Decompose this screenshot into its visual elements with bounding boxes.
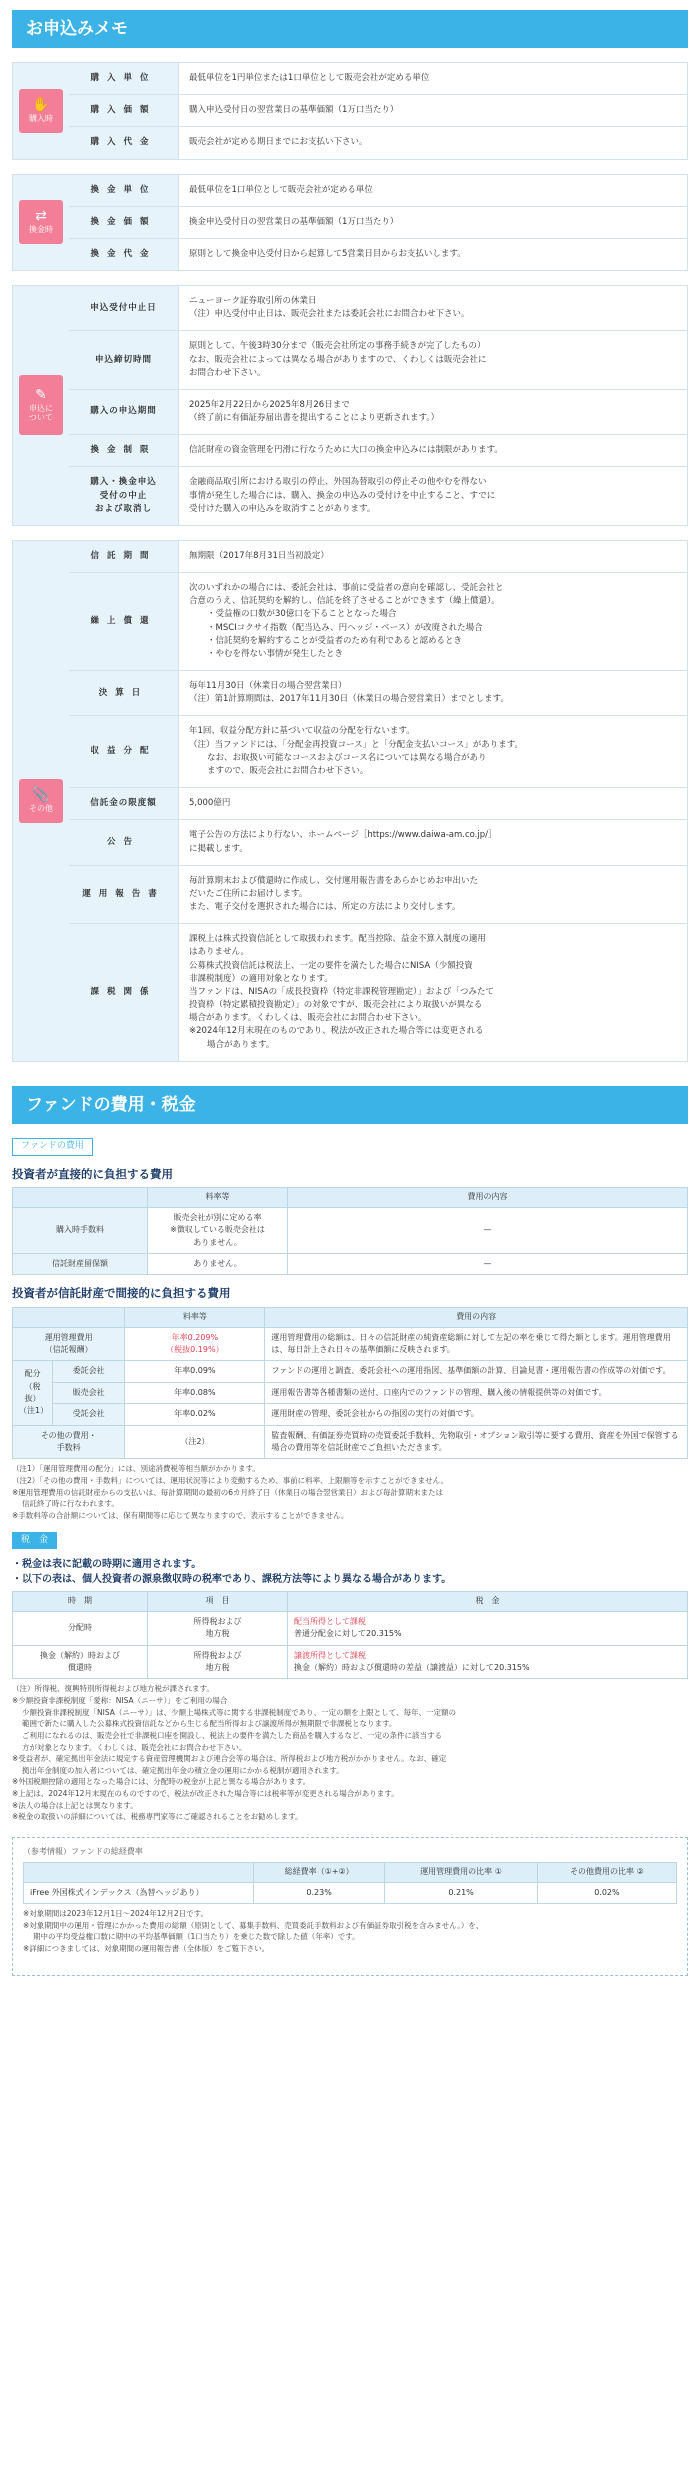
memo-value-line: ・MSCIコクサイ指数（配当込み、円ヘッジ・ベース）が改廃された場合 (207, 622, 483, 633)
table-row: 販売会社 年率0.08% 運用報告書等各種書類の送付、口座内でのファンドの管理、購入後の情報提供等の対価です。 (13, 1382, 688, 1403)
note-line: 範囲で新たに購入した公募株式投資信託などから生じる配当所得および譲渡所得が無期限で非課税となります。 (22, 1719, 397, 1729)
memo-label (69, 467, 179, 525)
table-row: 分配時 所得税および 地方税 配当所得として課税 普通分配金に対して20.315% (13, 1611, 688, 1645)
memo-label: 購入代金 (69, 127, 179, 158)
memo-label: 購入価額 (69, 95, 179, 126)
table-row: 受託会社 年率0.02% 運用財産の管理、委託会社からの指図の実行の対価です。 (13, 1404, 688, 1425)
memo-value-line: （注）申込受付中止日は、販売会社または委託会社にお問合わせ下さい。 (189, 309, 470, 320)
memo-value: 原則として換金申込受付日から起算して5営業日目からお支払いします。 (179, 239, 687, 270)
memo-value-line: 毎年11月30日（休業日の場合翌営業日） (189, 681, 347, 692)
note-line: ※法人の場合は上記とは異なります。 (12, 1800, 138, 1810)
memo-label: 申込締切時間 (69, 331, 179, 389)
memo-label-line: 受付の中止 (99, 490, 148, 501)
memo-row (69, 127, 687, 158)
memo-value-line: ・信託契約を解約することが受益者のため有利であると認めるとき (207, 635, 463, 646)
memo-row (69, 716, 687, 788)
table-row: 購入時手数料 販売会社が別に定める率 ※徴収している販売会社は ありません。 — (13, 1207, 688, 1253)
memo-value (179, 390, 687, 434)
memo-row (69, 239, 687, 270)
memo-value (179, 671, 687, 715)
note-line: 期中の平均受益権口数に期中の平均基準価額（1口当たり）を乗じた数で除した値（年率）です。 (33, 1932, 360, 1942)
memo-value (179, 573, 687, 670)
memo-label: 繰上償還 (69, 573, 179, 670)
memo-value (179, 435, 687, 466)
memo-value-line: 金融商品取引所における取引の停止、外国為替取引の停止その他やむを得ない (189, 477, 487, 488)
memo-value-line: 無期限（2017年8月31日当初設定） (189, 550, 329, 561)
memo-value (179, 924, 687, 1061)
note-line: ※税金の取扱いの詳細については、税務専門家等にご確認されることをお勧めします。 (12, 1812, 303, 1822)
purchase-group (12, 62, 688, 160)
redeem-badge: ⇄ 換金時 (19, 200, 63, 244)
memo-value-line: ・受益権の口数が30億口を下ることとなった場合 (207, 609, 397, 620)
note-line: 拠出年金制度の加入者については、確定拠出年金の積立金の運用にかかる税制が適用されます。 (22, 1765, 344, 1775)
application-group (12, 285, 688, 526)
note-line: （注1）「運用管理費用の配分」には、別途消費税等相当額がかかります。 (12, 1464, 260, 1474)
note-line: 少額投資非課税制度「NISA（ニーサ）」は、少額上場株式等に関する非課税制度であり、一定の額を上限として、毎年、一定額の (22, 1707, 456, 1717)
memo-label: 換金単位 (69, 175, 179, 206)
memo-value-line: 2025年2月22日から2025年8月26日まで (189, 399, 350, 410)
memo-value (179, 286, 687, 330)
memo-value: 最低単位を1円単位または1口単位として販売会社が定める単位 (179, 63, 687, 94)
memo-value (179, 716, 687, 787)
tax-table: 時 期 項 目 税 金 分配時 所得税および 地方税 配当所得として課税 普通分配金に対して20.315% 換金（解約）時および 償還時 所得税および 地方税 譲渡所得として課税 換金（解約）時および償還時の差益（譲渡益）に対して20.315% (12, 1591, 688, 1679)
memo-row (69, 390, 687, 435)
memo-label: 申込受付中止日 (69, 286, 179, 330)
memo-row (69, 671, 687, 716)
memo-label: 換金制限 (69, 435, 179, 466)
note-line: ※詳細につきましては、対象期間の運用報告書（全体版）をご覧下さい。 (23, 1943, 270, 1953)
memo-value-line: 当ファンドは、NISAの「成長投資枠（特定非課税管理勘定）」および「つみたて (189, 986, 494, 997)
memo-value-line: だいたご住所にお届けします。 (189, 888, 308, 899)
fee-notes (12, 1463, 688, 1521)
memo-value (179, 866, 687, 924)
memo-value-line: なお、お取扱い可能なコースおよびコース名については異なる場合があり (207, 752, 487, 763)
memo-value-line: 非課税制度）の適用対象となります。 (189, 973, 333, 984)
table-row: 配分 （税抜） （注1） 委託会社 年率0.09% ファンドの運用と調査、委託会社への運用指図、基準価額の計算、目論見書・運用報告書の作成等の対価です。 (13, 1361, 688, 1382)
memo-label: 購入の申込期間 (69, 390, 179, 434)
application-badge: ✎ 申込に ついて (19, 375, 63, 435)
memo-row (69, 331, 687, 390)
note-line: ※手数料等の合計額については、保有期間等に応じて異なりますので、表示することができません。 (12, 1510, 349, 1520)
memo-value-line: 受付けた購入の申込みを取消すことがあります。 (189, 503, 376, 514)
memo-label: 信託期間 (69, 541, 179, 572)
memo-value: 購入申込受付日の翌営業日の基準価額（1万口当たり） (179, 95, 687, 126)
note-line: ※受益者が、確定拠出年金法に規定する資産管理機関および連合会等の場合は、所得税および地方税がかかりません。なお、確定 (12, 1754, 447, 1764)
memo-value-line: 電子公告の方法により行ない、ホームページ［https://www.daiwa-am.co.jp/］ (189, 830, 497, 841)
table-row: 運用管理費用 （信託報酬） 年率0.209% （税抜0.19%） 運用管理費用の総額は、日々の信託財産の純資産総額に対して左記の率を乗じて得た額とします。運用管理費用は、毎日計上され日々の基準価額に反映されます。 (13, 1327, 688, 1361)
purchase-badge: ✋ 購入時 (19, 89, 63, 133)
memo-row (69, 286, 687, 331)
memo-label: 決算日 (69, 671, 179, 715)
memo-label: 運用報告書 (69, 866, 179, 924)
memo-value-line: また、電子交付を選択された場合には、所定の方法により交付します。 (189, 902, 461, 913)
memo-value-line: 信託財産の資金管理を円滑に行なうために大口の換金申込みには制限があります。 (189, 445, 503, 456)
memo-value-line: ※2024年12月末現在のものであり、税法が改正された場合等には変更される (189, 1026, 484, 1037)
memo-value-line: （注）当ファンドには、「分配金再投資コース」と「分配金支払いコース」があります。 (189, 739, 524, 750)
memo-row (69, 573, 687, 671)
memo-value (179, 541, 687, 572)
memo-value (179, 331, 687, 389)
memo-value-line: 原則として、午後3時30分まで（販売会社所定の事務手続きが完了したもの） (189, 341, 486, 352)
memo-value (179, 788, 687, 819)
memo-row (69, 866, 687, 925)
other-badge: 📎 その他 (19, 779, 63, 823)
memo-label: 信託金の限度額 (69, 788, 179, 819)
memo-row (69, 175, 687, 207)
indirect-fee-table: 料率等 費用の内容 運用管理費用 （信託報酬） 年率0.209% （税抜0.19%） 運用管理費用の総額は、日々の信託財産の純資産総額に対して左記の率を乗じて得た額とします。運用管理費用は、毎日計上され日々の基準価額に反映されます。 配分 （税抜） （注1） 委託会社 年率0.09% ファンドの運用と調査、委託会社への運用指図、基準価額の計算、目論見書・運用報告書の作成等の対価です。 販売会社 年率0.08% 運用報告書等各種書類の送付、口座内でのファンドの管理、購入後の情報提供等の対価です。 受託会社 年率0.02% 運用財産の管理、委託会社からの指図の実行の対価です。 その他の費用・ 手数料 （注2） 監査報酬、有価証券売買時の売買委託手数料、先物取引・オプション取引等に要する費用、資産を外国で保管する場合の費用等を信託財産でご負担いただきます。 (12, 1307, 688, 1459)
table-row: iFree 外国株式インデックス（為替ヘッジあり） 0.23% 0.21% 0.02% (24, 1882, 677, 1903)
memo-value-line: ますので、販売会社にお問合わせ下さい。 (207, 765, 369, 776)
memo-label: 収益分配 (69, 716, 179, 787)
note-line: ※上記は、2024年12月末現在のものですので、税法が改正された場合等には税率等が変更される場合があります。 (12, 1789, 399, 1799)
memo-value-line: 場合があります。くわしくは、販売会社にお問合わせ下さい。 (189, 1013, 427, 1024)
memo-value-line: 事情が発生した場合には、購入、換金の申込みの受付けを中止すること、すでに (189, 490, 496, 501)
memo-section-title: お申込みメモ (12, 10, 688, 48)
memo-value-line: 課税上は株式投資信託として取扱われます。配当控除、益金不算入制度の適用 (189, 934, 486, 945)
memo-value-line: 毎計算期末および償還時に作成し、交付運用報告書をあらかじめお申出いた (189, 875, 479, 886)
memo-value: 販売会社が定める期日までにお支払い下さい。 (179, 127, 687, 158)
memo-row (69, 924, 687, 1061)
memo-value-line: 5,000億円 (189, 798, 231, 809)
memo-value-line: お問合わせ下さい。 (189, 367, 266, 378)
hand-coin-icon: ✋ (32, 96, 50, 113)
note-line: 方が対象となります。くわしくは、販売会社にお問合わせ下さい。 (22, 1742, 247, 1752)
memo-value (179, 820, 687, 864)
memo-label: 換金価額 (69, 207, 179, 238)
tax-bullet: ・税金は表に記載の時期に適用されます。 (12, 1559, 202, 1571)
memo-row (69, 95, 687, 127)
memo-row (69, 541, 687, 573)
memo-row (69, 820, 687, 865)
memo-label-line: および取消し (94, 503, 152, 514)
memo-value-line: （注）第1計算期間は、2017年11月30日（休業日の場合翌営業日）までとします。 (189, 694, 509, 705)
note-line: ※運用管理費用の信託財産からの支払いは、毎計算期間の最初の6カ月終了日（休業日の場合翌営業日）および毎計算期末または (12, 1487, 444, 1497)
note-line: ※対象期間中の運用・管理にかかった費用の総額（原則として、募集手数料、売買委託手数料および有価証券取引税を含みません。）を、 (23, 1920, 484, 1930)
memo-label: 課税関係 (69, 924, 179, 1061)
table-row: 信託財産留保額 ありません。 — (13, 1254, 688, 1275)
table-row: 換金（解約）時および 償還時 所得税および 地方税 譲渡所得として課税 換金（解約）時および償還時の差益（譲渡益）に対して20.315% (13, 1645, 688, 1679)
memo-value-line: なお、販売会社によっては異なる場合がありますので、くわしくは販売会社に (189, 354, 487, 365)
note-line: ご利用になれるのは、販売会社で非課税口座を開設し、税法上の要件を満たした商品を購入するなど、一定の条件に該当する (22, 1730, 442, 1740)
memo-value-line: 合意のうえ、信託契約を解約し、信託を終了させることができます（繰上償還）。 (189, 596, 500, 607)
table-row: その他の費用・ 手数料 （注2） 監査報酬、有価証券売買時の売買委託手数料、先物取引・オプション取引等に要する費用、資産を外国で保管する場合の費用等を信託財産でご負担いただきます。 (13, 1425, 688, 1459)
memo-value: 最低単位を1口単位として販売会社が定める単位 (179, 175, 687, 206)
indirect-fee-heading: 投資者が信託財産で間接的に負担する費用 (12, 1286, 231, 1301)
expense-ratio-table: 総経費率（①+②） 運用管理費用の比率 ① その他費用の比率 ② iFree 外国株式インデックス（為替ヘッジあり） 0.23% 0.21% 0.02% (23, 1862, 677, 1904)
note-line: 信託終了時に行なわれます。 (22, 1499, 119, 1509)
memo-value-line: ニューヨーク証券取引所の休業日 (189, 296, 317, 307)
reference-title: （参考情報）ファンドの総経費率 (23, 1846, 143, 1856)
redeem-group (12, 174, 688, 272)
memo-value-line: はありません。 (189, 947, 250, 958)
tax-bullet: ・以下の表は、個人投資者の源泉徴収時の税率であり、課税方法等により異なる場合があります。 (12, 1574, 452, 1586)
memo-value-line: 次のいずれかの場合には、委託会社は、事前に受益者の意向を確認し、受託会社と (189, 583, 504, 594)
memo-row (69, 435, 687, 467)
memo-value-line: 場合があります。 (207, 1039, 275, 1050)
col-content: 費用の内容 (288, 1188, 688, 1207)
memo-value: 換金申込受付日の翌営業日の基準価額（1万口当たり） (179, 207, 687, 238)
memo-label: 購入単位 (69, 63, 179, 94)
note-line: ※対象期間は2023年12月1日～2024年12月2日です。 (23, 1909, 208, 1919)
memo-value-line: 年1回、収益分配方針に基づいて収益の分配を行ないます。 (189, 726, 415, 737)
memo-label: 公告 (69, 820, 179, 864)
pen-icon: ✎ (35, 386, 47, 403)
reference-box (12, 1837, 688, 1976)
other-group (12, 540, 688, 1062)
direct-fee-table (12, 1187, 688, 1275)
memo-row (69, 788, 687, 820)
memo-row (69, 467, 687, 525)
memo-label-line: 購入・換金申込 (90, 477, 157, 488)
fund-fees-tag: ファンドの費用 (12, 1138, 93, 1156)
memo-value-line: 投資枠（特定累積投資勘定）」の対象ですが、販売会社により取扱いが異なる (189, 1000, 483, 1011)
paperclip-icon: 📎 (32, 787, 50, 804)
note-line: ※外国税額控除の適用となった場合には、分配時の税金が上記と異なる場合があります。 (12, 1777, 311, 1787)
memo-row (69, 63, 687, 95)
note-line: （注2）「その他の費用・手数料」については、運用状況等により変動するため、事前に料率、上限額等を示すことができません。 (12, 1476, 449, 1485)
memo-value-line: （終了前に有価証券届出書を提出することにより更新されます。） (189, 413, 440, 424)
memo-label: 換金代金 (69, 239, 179, 270)
memo-value-line: 公募株式投資信託は税法上、一定の要件を満たした場合にNISA（少額投資 (189, 960, 473, 971)
direct-fee-heading: 投資者が直接的に負担する費用 (12, 1166, 173, 1181)
reference-notes (23, 1908, 677, 1955)
tax-tag: 税 金 (12, 1532, 57, 1550)
memo-value (179, 467, 687, 525)
exchange-icon: ⇄ (35, 208, 47, 225)
memo-row (69, 207, 687, 239)
fees-section-title: ファンドの費用・税金 (12, 1086, 688, 1124)
note-line: ※少額投資非課税制度「愛称：NISA（ニーサ）」をご利用の場合 (12, 1696, 228, 1706)
memo-value-line: に掲載します。 (189, 843, 248, 854)
tax-notes (12, 1683, 688, 1823)
col-rate: 料率等 (148, 1188, 288, 1207)
memo-value-line: ・やむを得ない事情が発生したとき (207, 648, 344, 659)
note-line: （注）所得税、復興特別所得税および地方税が課されます。 (12, 1684, 214, 1694)
